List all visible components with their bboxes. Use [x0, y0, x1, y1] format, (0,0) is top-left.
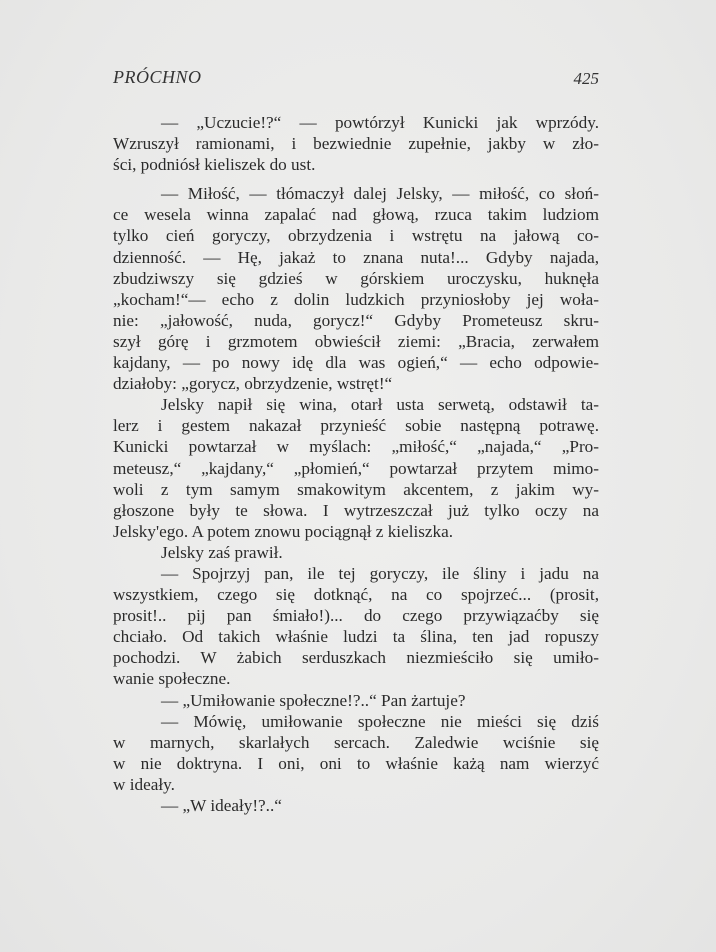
text-line: — Mówię, umiłowanie społeczne nie mieści się dziś	[161, 711, 599, 731]
paragraph	[113, 183, 599, 394]
text-line: Jelsky'ego. A potem znowu pociągnął z kieliszka.	[113, 521, 454, 541]
text-line: — „W ideały!?..“	[161, 796, 282, 815]
paragraph	[113, 563, 599, 690]
text-line: zbudziwszy się gdzieś w górskiem uroczysku, huknęła	[113, 268, 599, 288]
text-line: nie: „jałowość, nuda, gorycz!“ Gdyby Prometeusz skru-	[113, 310, 599, 330]
text-line: — „Umiłowanie społeczne!?..“ Pan żartuje?	[161, 690, 466, 710]
page-header	[113, 67, 599, 93]
text-line: ce wesela winna zapalać nad głową, rzuca takim ludziom	[113, 205, 599, 225]
text-line: ści, podniósł kieliszek do ust.	[113, 155, 316, 175]
text-line: meteusz,“ „kajdany,“ „płomień,“ powtarzał przytem mimo-	[113, 458, 599, 478]
text-line: chciało. Od takich właśnie ludzi ta ślina, ten jad ropuszy	[113, 627, 599, 647]
text-line: wanie społeczne.	[113, 669, 231, 689]
text-line: w marnych, skarlałych sercach. Zaledwie wciśnie się	[113, 732, 599, 752]
text-line: w nie doktryna. I oni, oni to właśnie każą nam wierzyć	[113, 753, 599, 773]
text-line: pochodzi. W żabich serduszkach niezmieściło się umiło-	[113, 648, 599, 668]
text-line: szył górę i grzmotem obwieścił ziemi: „Bracia, zerwałem	[113, 331, 599, 351]
text-line: woli z tym samym smakowitym akcentem, z jakim wy-	[113, 479, 599, 499]
text-line: Jelsky napił się wina, otarł usta serwetą, odstawił ta-	[161, 395, 599, 415]
paragraph	[113, 690, 599, 711]
paragraph	[113, 711, 599, 795]
text-line: działoby: „gorycz, obrzydzenie, wstręt!“	[113, 374, 393, 394]
text-line: Kunicki powtarzał w myślach: „miłość,“ „najada,“ „Pro-	[113, 437, 599, 457]
text-line: — Spojrzyj pan, ile tej goryczy, ile śliny i jadu na	[161, 563, 599, 583]
running-title: PRÓCHNO	[113, 67, 202, 87]
page-number: 425	[573, 69, 599, 88]
text-line: wszystkiem, czego się dotknąć, na co spojrzeć... (prosit,	[113, 585, 599, 605]
text-line: Wzruszył ramionami, i bezwiednie zupełnie, jakby w zło-	[113, 134, 599, 154]
text-line: lerz i gestem nakazał przynieść sobie następną potrawę.	[113, 416, 599, 436]
text-line: — Miłość, — tłómaczył dalej Jelsky, — miłość, co słoń-	[161, 184, 599, 204]
text-line: „kocham!“— echo z dolin ludzkich przyniosłoby jej woła-	[113, 289, 599, 309]
paragraph	[113, 394, 599, 542]
page-body	[113, 112, 599, 816]
paragraph	[113, 542, 599, 563]
text-line: tylko cień goryczy, obrzydzenia i wstrętu na jałową co-	[113, 226, 599, 246]
text-line: kajdany, — po nowy idę dla was ogień,“ — echo odpowie-	[113, 353, 599, 373]
text-line: w ideały.	[113, 774, 175, 794]
text-line: Jelsky zaś prawił.	[161, 542, 283, 562]
text-line: prosit!.. pij pan śmiało!)... do czego przywiązaćby się	[113, 606, 599, 626]
text-line: dzienność. — Hę, jakaż to znana nuta!... Gdyby najada,	[113, 247, 599, 267]
paragraph	[113, 112, 599, 175]
text-line: — „Uczucie!?“ — powtórzył Kunicki jak wprzódy.	[161, 113, 599, 132]
paragraph	[113, 795, 599, 816]
text-line: głoszone były te słowa. I wytrzeszczał już tylko oczy na	[113, 500, 599, 520]
